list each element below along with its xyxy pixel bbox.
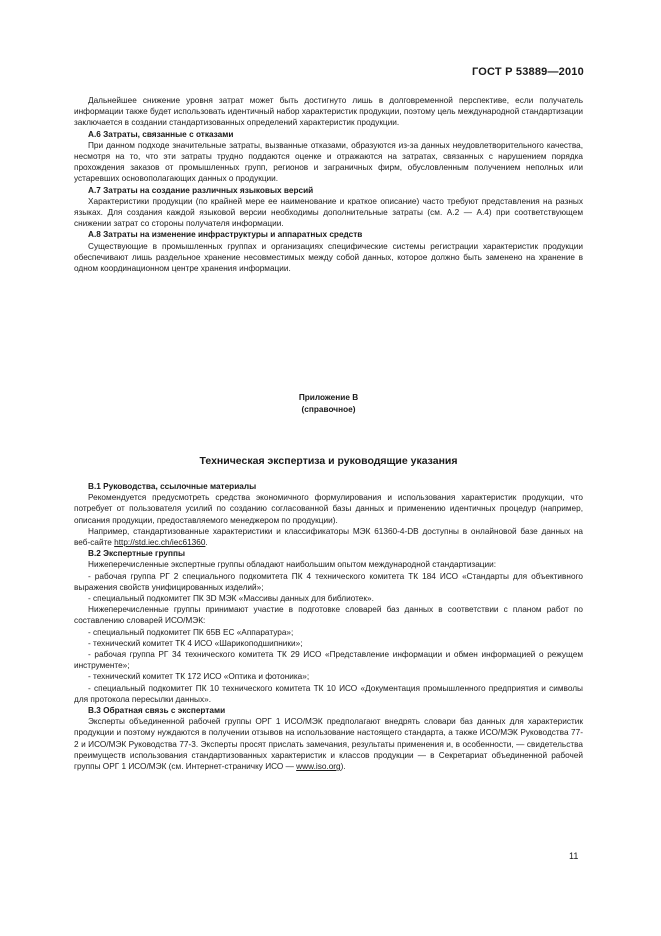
iec-link[interactable]: http://std.iec.ch/iec61360 <box>114 538 206 548</box>
appendix-label: Приложение В <box>298 393 359 402</box>
paragraph: Дальнейшее снижение уровня затрат может быть достигнуто лишь в долговременной перспективе, если получатель информации также будет использовать идентичный набор характеристик продукции, поэтому цель международной стандартизации заключается в создании стандартизованных определений характеристик продукции. <box>74 96 583 128</box>
annex-b-body <box>74 481 583 772</box>
paragraph: Нижеперечисленные группы принимают участие в подготовке словарей баз данных в соответствии с планом работ по составлению словарей ИСО/МЭК: <box>74 605 583 626</box>
paragraph: Эксперты объединенной рабочей группы ОРГ 1 ИСО/МЭК предполагают внедрять словари баз данных для характеристик продукции и поэтому нуждаются в получении отзывов на использование настоящего стандарта, а также ИСО/МЭК Руководства 77-2 и ИСО/МЭК Руководства 77-3. Эксперты просят прислать замечания, результаты применения и, в особенности, — свидетельства преимуществ использования стандартизованных характеристик и классов продукции — в Секретариат объединенной рабочей группы ОРГ 1 ИСО/МЭК (см. Интернет-страничку ИСО — www.iso.org). <box>74 717 583 772</box>
appendix-type: (справочное) <box>301 404 356 414</box>
list-item: - специальный подкомитет ПК 3D МЭК «Массивы данных для библиотек». <box>88 594 374 604</box>
list-item: - специальный подкомитет ПК 10 технического комитета ТК 10 ИСО «Документация промышленного предприятия и символы для протокола пересылки данных». <box>74 683 583 704</box>
paragraph: Существующие в промышленных группах и организациях специфические системы регистрации характеристик продукции обеспечивают лишь раздельное хранение несовместимых между собой данных, которое должно быть заменено на хранение в одном координационном центре хранения информации. <box>74 241 583 274</box>
list-item: - специальный подкомитет ПК 65В ЕС «Аппаратура»; <box>88 627 294 637</box>
appendix-title: Техническая экспертиза и руководящие указания <box>199 455 458 467</box>
section-heading-b2: В.2 Экспертные группы <box>88 549 186 559</box>
list-item: - технический комитет ТК 4 ИСО «Шарикоподшипники»; <box>88 638 303 648</box>
page-number: 11 <box>569 851 579 861</box>
list-item: - рабочая группа РГ 34 технического комитета ТК 29 ИСО «Представление информации и обмен информацией о режущем инструменте»; <box>74 650 583 671</box>
section-heading-a7: А.7 Затраты на создание различных языковых версий <box>88 185 314 195</box>
document-code: ГОСТ Р 53889—2010 <box>472 66 584 78</box>
section-heading-b3: В.3 Обратная связь с экспертами <box>88 706 226 716</box>
paragraph: При данном подходе значительные затраты, вызванные отказами, образуются из-за данных неудовлетворительного качества, несмотря на то, что эти затраты трудно поддаются оценке и отражаются на затратах, связанных с нарушением порядка прохождения заказов от промышленных групп, регионов и заграничных фирм, обусловленным получением неполных или устаревших основополагающих данных о продукции. <box>74 140 583 184</box>
section-heading-b1: В.1 Руководства, ссылочные материалы <box>88 482 257 491</box>
iso-link[interactable]: www.iso.org <box>296 762 341 772</box>
appendix-label-block <box>74 392 583 415</box>
section-heading-a8: А.8 Затраты на изменение инфраструктуры и аппаратных средств <box>88 230 363 240</box>
list-item: - технический комитет ТК 172 ИСО «Оптика и фотоника»; <box>88 672 310 682</box>
paragraph: Нижеперечисленные экспертные группы обладают наибольшим опытом международной стандартизации: <box>88 560 497 570</box>
paragraph: Например, стандартизованные характеристики и классификаторы МЭК 61360-4-DB доступны в онлайновой базе данных на веб-сайте http://std.iec.ch/iec61360. <box>74 526 583 548</box>
paragraph: Характеристики продукции (по крайней мере ее наименование и краткое описание) часто требуют представления на разных языках. Для создания каждой языковой версии необходимы дополнительные затраты (см. А.2 — А.4) при соответствующем снижении затрат со стороны получателя информации. <box>74 196 583 229</box>
annex-a-continuation <box>74 95 583 274</box>
list-item: - рабочая группа РГ 2 специального подкомитета ПК 4 технического комитета ТК 184 ИСО «Стандарты для объективного выражения свойств унифицированных изделий»; <box>74 571 583 592</box>
section-heading-a6: А.6 Затраты, связанные с отказами <box>88 129 234 139</box>
paragraph: Рекомендуется предусмотреть средства экономичного формулирования и использования характеристик продукции, что потребует от пользователя усилий по созданию согласованной базы данных и применению идентичных процедур (например, описания продукции, предоставляемого менеджером по продукции). <box>74 493 583 525</box>
